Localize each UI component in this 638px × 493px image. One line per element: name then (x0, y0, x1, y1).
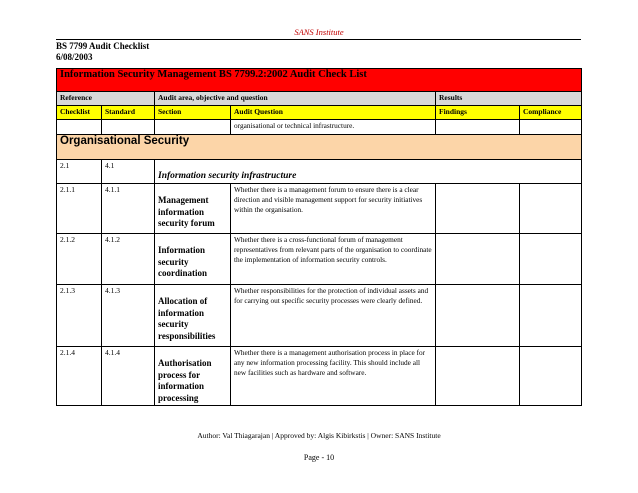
row-checklist: 2.1.3 (57, 285, 102, 347)
row-question: Whether responsibilities for the protection of individual assets and for carrying out specific security processes were clearly defined. (231, 285, 436, 347)
header-rule (56, 39, 581, 40)
row-question: Whether there is a management authorisation process in place for any new information processing facility. This should include all new facilities such as hardware and software. (231, 347, 436, 406)
col-section: Section (155, 106, 231, 120)
page-number: Page - 10 (303, 453, 335, 462)
continuation-text: organisational or technical infrastructure. (231, 120, 436, 135)
row-compliance[interactable] (520, 285, 582, 347)
col-reference: Reference (57, 92, 155, 106)
table-banner-row (57, 69, 582, 92)
footer-credits: Author: Val Thiagarajan | Approved by: Algis Kibirkstis | Owner: SANS Institute (197, 431, 441, 440)
row-compliance[interactable] (520, 184, 582, 234)
row-findings[interactable] (436, 285, 520, 347)
document-date: 6/08/2003 (56, 52, 93, 62)
institute-header: SANS Institute (294, 27, 344, 37)
row-standard: 4.1.1 (102, 184, 155, 234)
row-section: Management information security forum (158, 195, 215, 228)
subsection-checklist: 2.1 (57, 160, 102, 184)
col-audit-area: Audit area, objective and question (155, 92, 436, 106)
col-standard: Standard (102, 106, 155, 120)
header-row-2 (57, 106, 582, 120)
continuation-row (57, 120, 582, 135)
row-section: Authorisation process for information processing (158, 358, 212, 403)
document-title: BS 7799 Audit Checklist (56, 41, 150, 51)
row-standard: 4.1.2 (102, 234, 155, 285)
table-banner: Information Security Management BS 7799.2:2002 Audit Check List (57, 69, 582, 92)
row-findings[interactable] (436, 184, 520, 234)
row-checklist: 2.1.2 (57, 234, 102, 285)
subsection-title: Information security infrastructure (158, 171, 297, 181)
table-row (57, 285, 582, 347)
col-findings: Findings (436, 106, 520, 120)
row-standard: 4.1.3 (102, 285, 155, 347)
table-row (57, 184, 582, 234)
section-row (57, 135, 582, 160)
table-row (57, 347, 582, 406)
row-checklist: 2.1.1 (57, 184, 102, 234)
row-findings[interactable] (436, 347, 520, 406)
subsection-standard: 4.1 (102, 160, 155, 184)
row-section: Information security coordination (158, 245, 208, 278)
subsection-row (57, 160, 582, 184)
row-findings[interactable] (436, 234, 520, 285)
header-row-1 (57, 92, 582, 106)
col-results: Results (436, 92, 582, 106)
row-question: Whether there is a management forum to ensure there is a clear direction and visible management support for security initiatives within the organisation. (231, 184, 436, 234)
section-title: Organisational Security (57, 135, 582, 160)
row-checklist: 2.1.4 (57, 347, 102, 406)
col-compliance: Compliance (520, 106, 582, 120)
col-audit-question: Audit Question (231, 106, 436, 120)
document-title-block (56, 41, 149, 63)
col-checklist: Checklist (57, 106, 102, 120)
row-standard: 4.1.4 (102, 347, 155, 406)
row-section: Allocation of information security responsibilities (158, 296, 216, 341)
row-question: Whether there is a cross-functional forum of management representatives from relevant parts of the organisation to coordinate the implementation of information security controls. (231, 234, 436, 285)
table-row (57, 234, 582, 285)
row-compliance[interactable] (520, 234, 582, 285)
row-compliance[interactable] (520, 347, 582, 406)
audit-checklist-table (56, 68, 582, 406)
